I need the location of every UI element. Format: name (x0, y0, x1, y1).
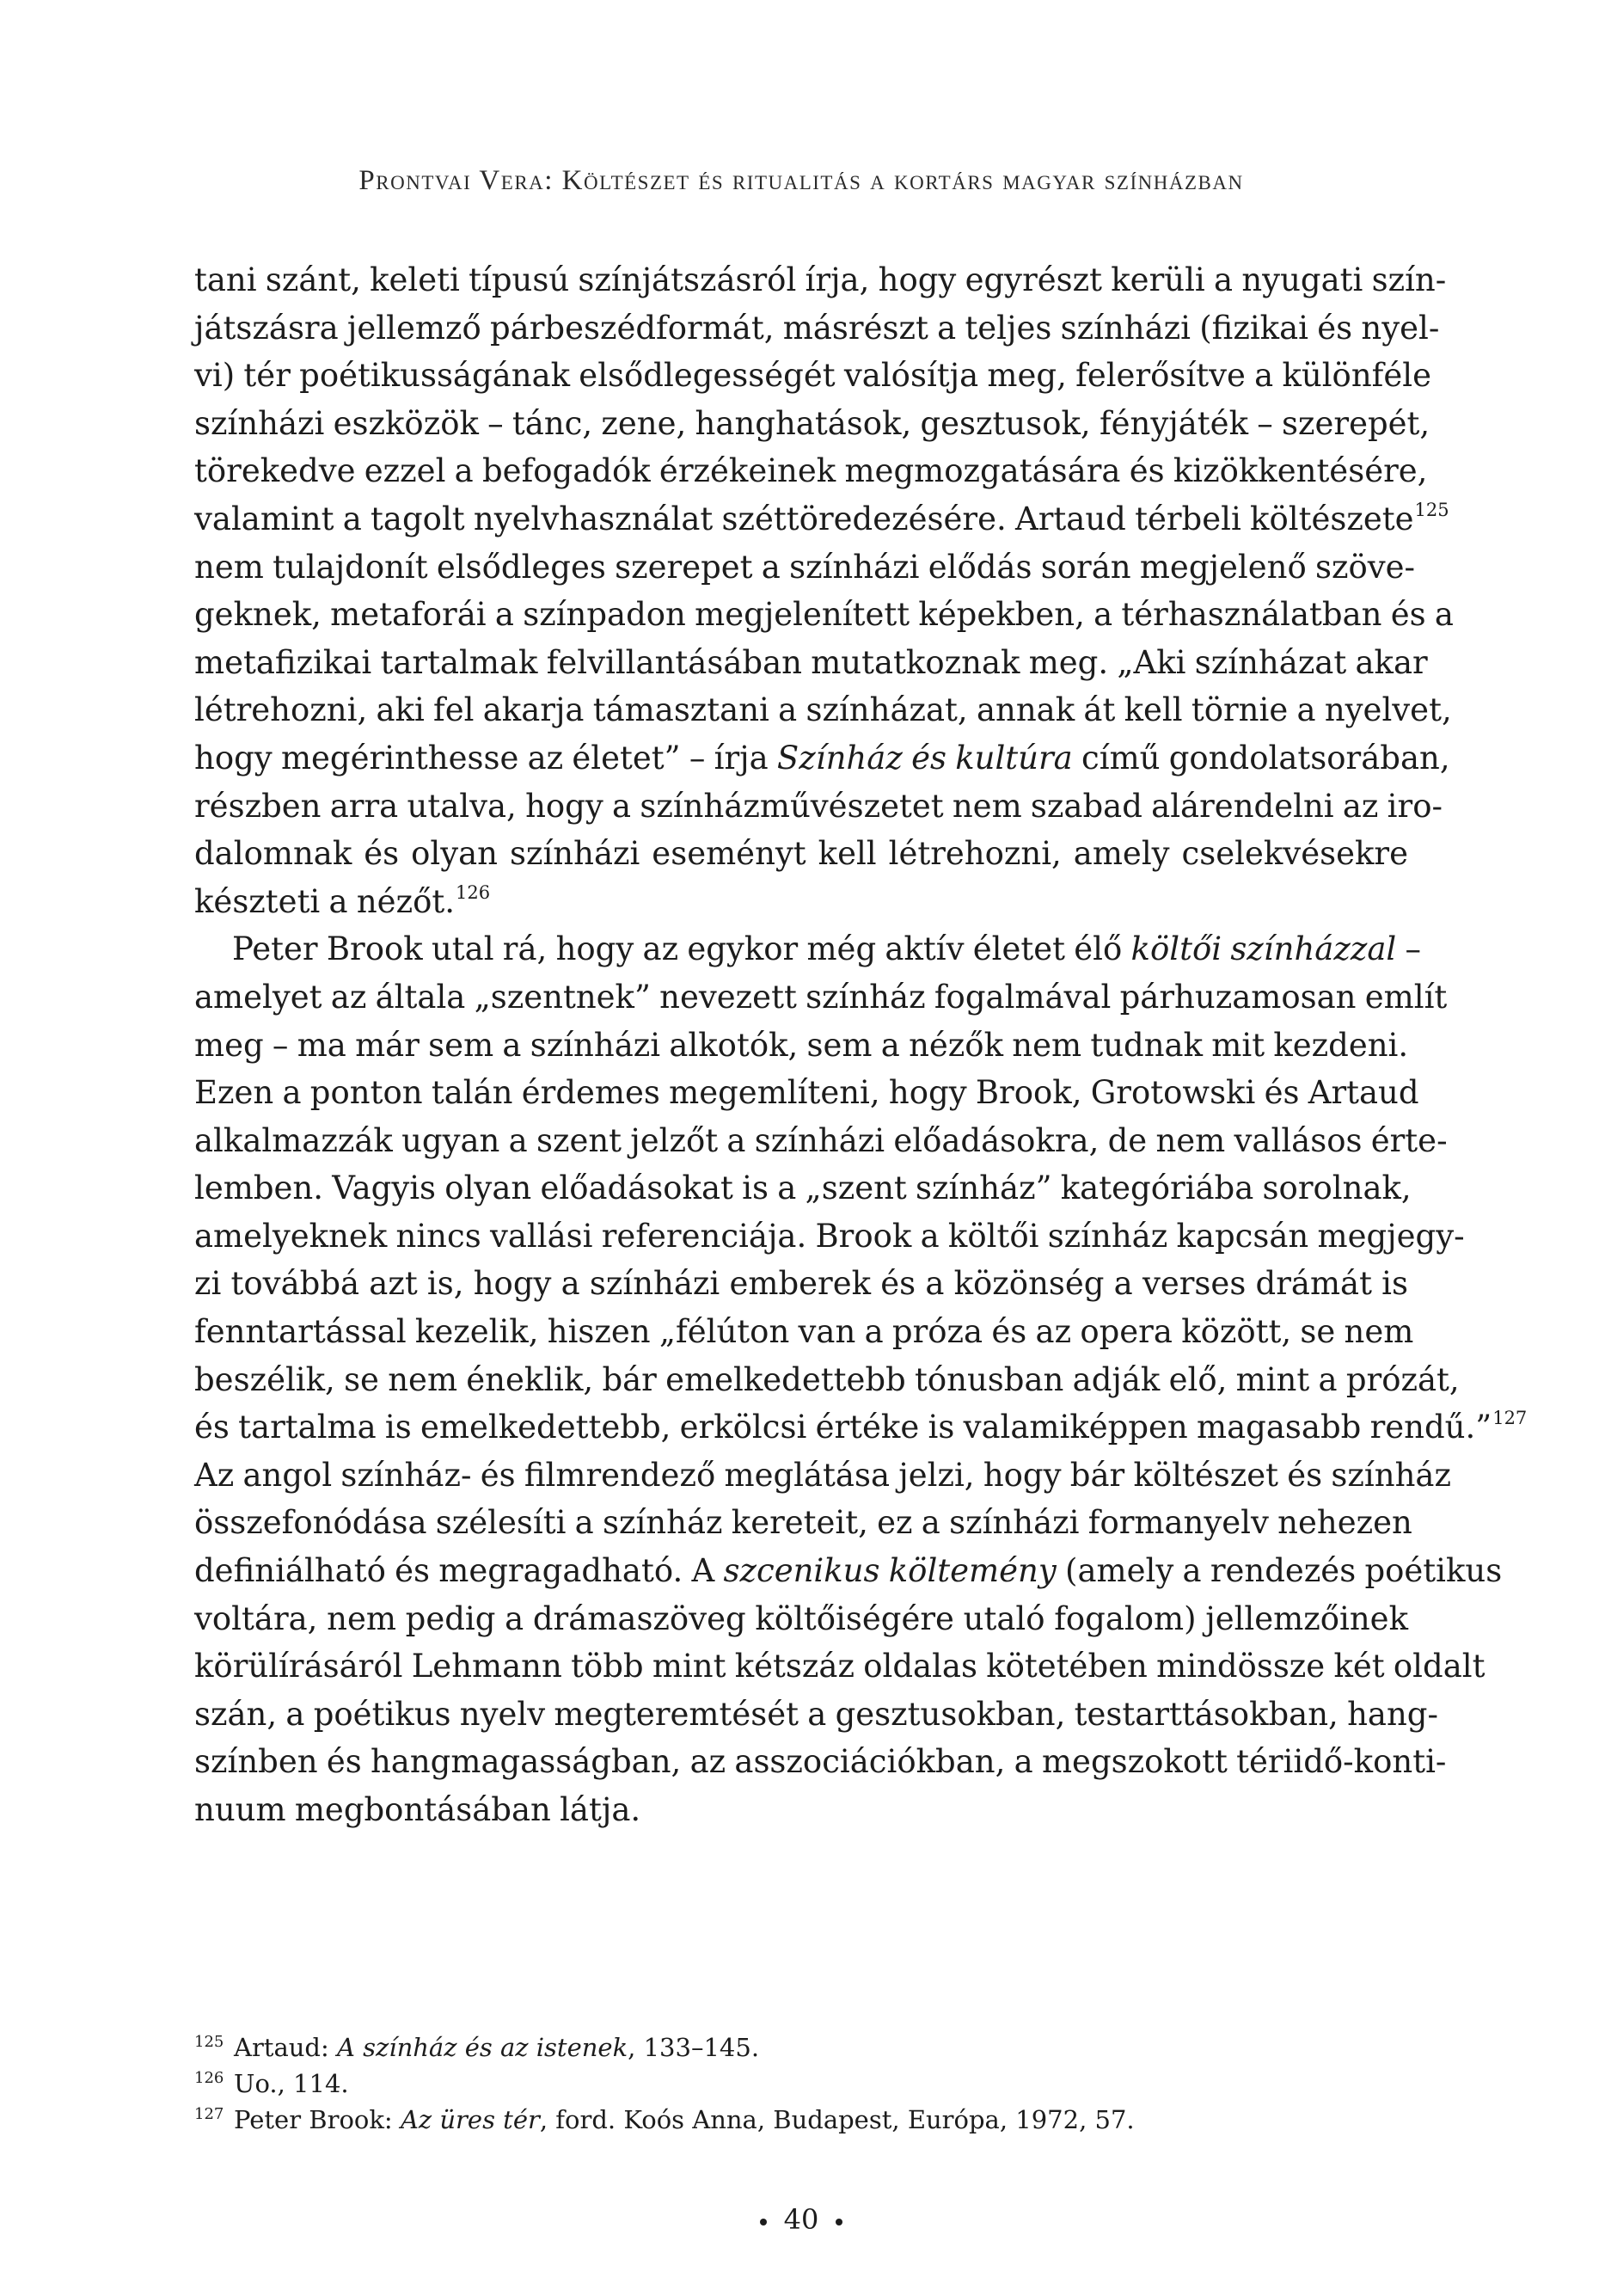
work-title: A színház és az istenek (336, 2033, 628, 2062)
text-line: zi továbbá azt is, hogy a színházi emberek és a közönség a verses drámát is (194, 1265, 1408, 1303)
bullet-icon (760, 2219, 767, 2225)
footnotes (194, 2029, 1408, 2138)
text-line: törekedve ezzel a befogadók érzékeinek megmozgatására és kizökkentésére, (194, 452, 1428, 490)
text-line: Az angol színház- és filmrendező meglátása jelzi, hogy bár költészet és színház (194, 1456, 1451, 1494)
work-title: Színház és kultúra (776, 739, 1073, 777)
text-line: színházi eszközök – tánc, zene, hanghatások, gesztusok, fényjáték – szerepét, (194, 404, 1430, 442)
running-head: Prontvai Vera: Költészet és ritualitás a kortárs magyar színházban (358, 165, 1244, 196)
text-line: lemben. Vagyis olyan előadásokat is a „szent színház” kategóriába sorolnak, (194, 1169, 1412, 1207)
text-line: nuum megbontásában látja. (194, 1791, 641, 1828)
footnote-reference[interactable]: 125 (1414, 499, 1449, 520)
text-line: körülírásáról Lehmann több mint kétszáz oldalas kötetében mindössze két oldalt (194, 1648, 1486, 1685)
emphasis: költői színházzal (1130, 930, 1397, 968)
page-number-value: 40 (783, 2203, 819, 2236)
text-line: geknek, metaforái a színpadon megjelenített képekben, a térhasználatban és a (194, 596, 1454, 634)
text-line: és tartalma is emelkedettebb, erkölcsi értéke is valamiképpen magasabb rendű.”$^{127}$ (194, 1408, 1528, 1446)
footnote: 125 Artaud: A színház és az istenek, 133–145. (194, 2033, 760, 2062)
text-line: vi) tér poétikusságának elsődlegességét valósítja meg, felerősítve a különféle (194, 357, 1431, 395)
text-line: színben és hangmagasságban, az asszociációkban, a megszokott tériidő-konti- (194, 1743, 1447, 1781)
text-line: összefonódása szélesíti a színház kereteit, ez a színházi formanyelv nehezen (194, 1504, 1412, 1542)
text-line: dalomnak és olyan színházi eseményt kell létrehozni, amely cselekvésekre (194, 835, 1408, 873)
text-line: metafizikai tartalmak felvillantásában mutatkoznak meg. „Aki színházat akar (194, 643, 1428, 681)
text-line: amelyet az általa „szentnek” nevezett színház fogalmával párhuzamosan említ (194, 978, 1448, 1016)
text-line: Peter Brook utal rá, hogy az egykor még aktív életet élő költői színházzal – (232, 930, 1421, 968)
page-number (194, 2203, 1408, 2236)
text-line: meg – ma már sem a színházi alkotók, sem a nézők nem tudnak mit kezdeni. (194, 1026, 1409, 1064)
footnote-reference[interactable]: 126 (455, 881, 491, 903)
text-line: amelyeknek nincs vallási referenciája. Brook a költői színház kapcsán megjegy- (194, 1217, 1465, 1255)
text-line: nem tulajdonít elsődleges szerepet a színházi elődás során megjelenő szöve- (194, 548, 1416, 586)
text-line: tani szánt, keleti típusú színjátszásról írja, hogy egyrészt kerüli a nyugati szín- (194, 261, 1447, 298)
text-line: létrehozni, aki fel akarja támasztani a színházat, annak át kell törnie a nyelvet, (194, 691, 1452, 729)
emphasis: szcenikus költemény (723, 1552, 1057, 1590)
text-line: valamint a tagolt nyelvhasználat széttöredezésére. Artaud térbeli költészete$^{125}$ (194, 499, 1449, 537)
text-line: definiálható és megragadható. A szcenikus költemény (amely a rendezés poétikus (194, 1552, 1503, 1590)
text-line: részben arra utalva, hogy a színházművészetet nem szabad alárendelni az iro- (194, 787, 1443, 825)
text-line: beszélik, se nem éneklik, bár emelkedettebb tónusban adják elő, mint a prózát, (194, 1360, 1460, 1398)
footnote: 126 Uo., 114. (194, 2069, 349, 2098)
bullet-icon (836, 2219, 842, 2225)
text-line: alkalmazzák ugyan a szent jelzőt a színházi előadásokra, de nem vallásos érte- (194, 1121, 1448, 1159)
text-line: fenntartással kezelik, hiszen „félúton van a próza és az opera között, se nem (194, 1313, 1414, 1351)
text-line: készteti a nézőt.$^{126}$ (194, 881, 491, 920)
text-line: játszásra jellemző párbeszédformát, másrészt a teljes színházi (fizikai és nyel- (194, 309, 1440, 347)
footnote-reference[interactable]: 127 (1492, 1408, 1528, 1429)
text-line: voltára, nem pedig a drámaszöveg költőiségére utaló fogalom) jellemzőinek (194, 1599, 1408, 1637)
text-line: hogy megérinthesse az életet” – írja Színház és kultúra című gondolatsorában, (194, 739, 1450, 777)
footnote: 127 Peter Brook: Az üres tér, ford. Koós Anna, Budapest, Európa, 1972, 57. (194, 2105, 1135, 2134)
work-title: Az üres tér (400, 2105, 540, 2134)
text-line: Ezen a ponton talán érdemes megemlíteni, hogy Brook, Grotowski és Artaud (194, 1074, 1419, 1112)
body-text (194, 256, 1528, 1834)
text-line: szán, a poétikus nyelv megteremtését a gesztusokban, testarttásokban, hang- (194, 1695, 1438, 1733)
